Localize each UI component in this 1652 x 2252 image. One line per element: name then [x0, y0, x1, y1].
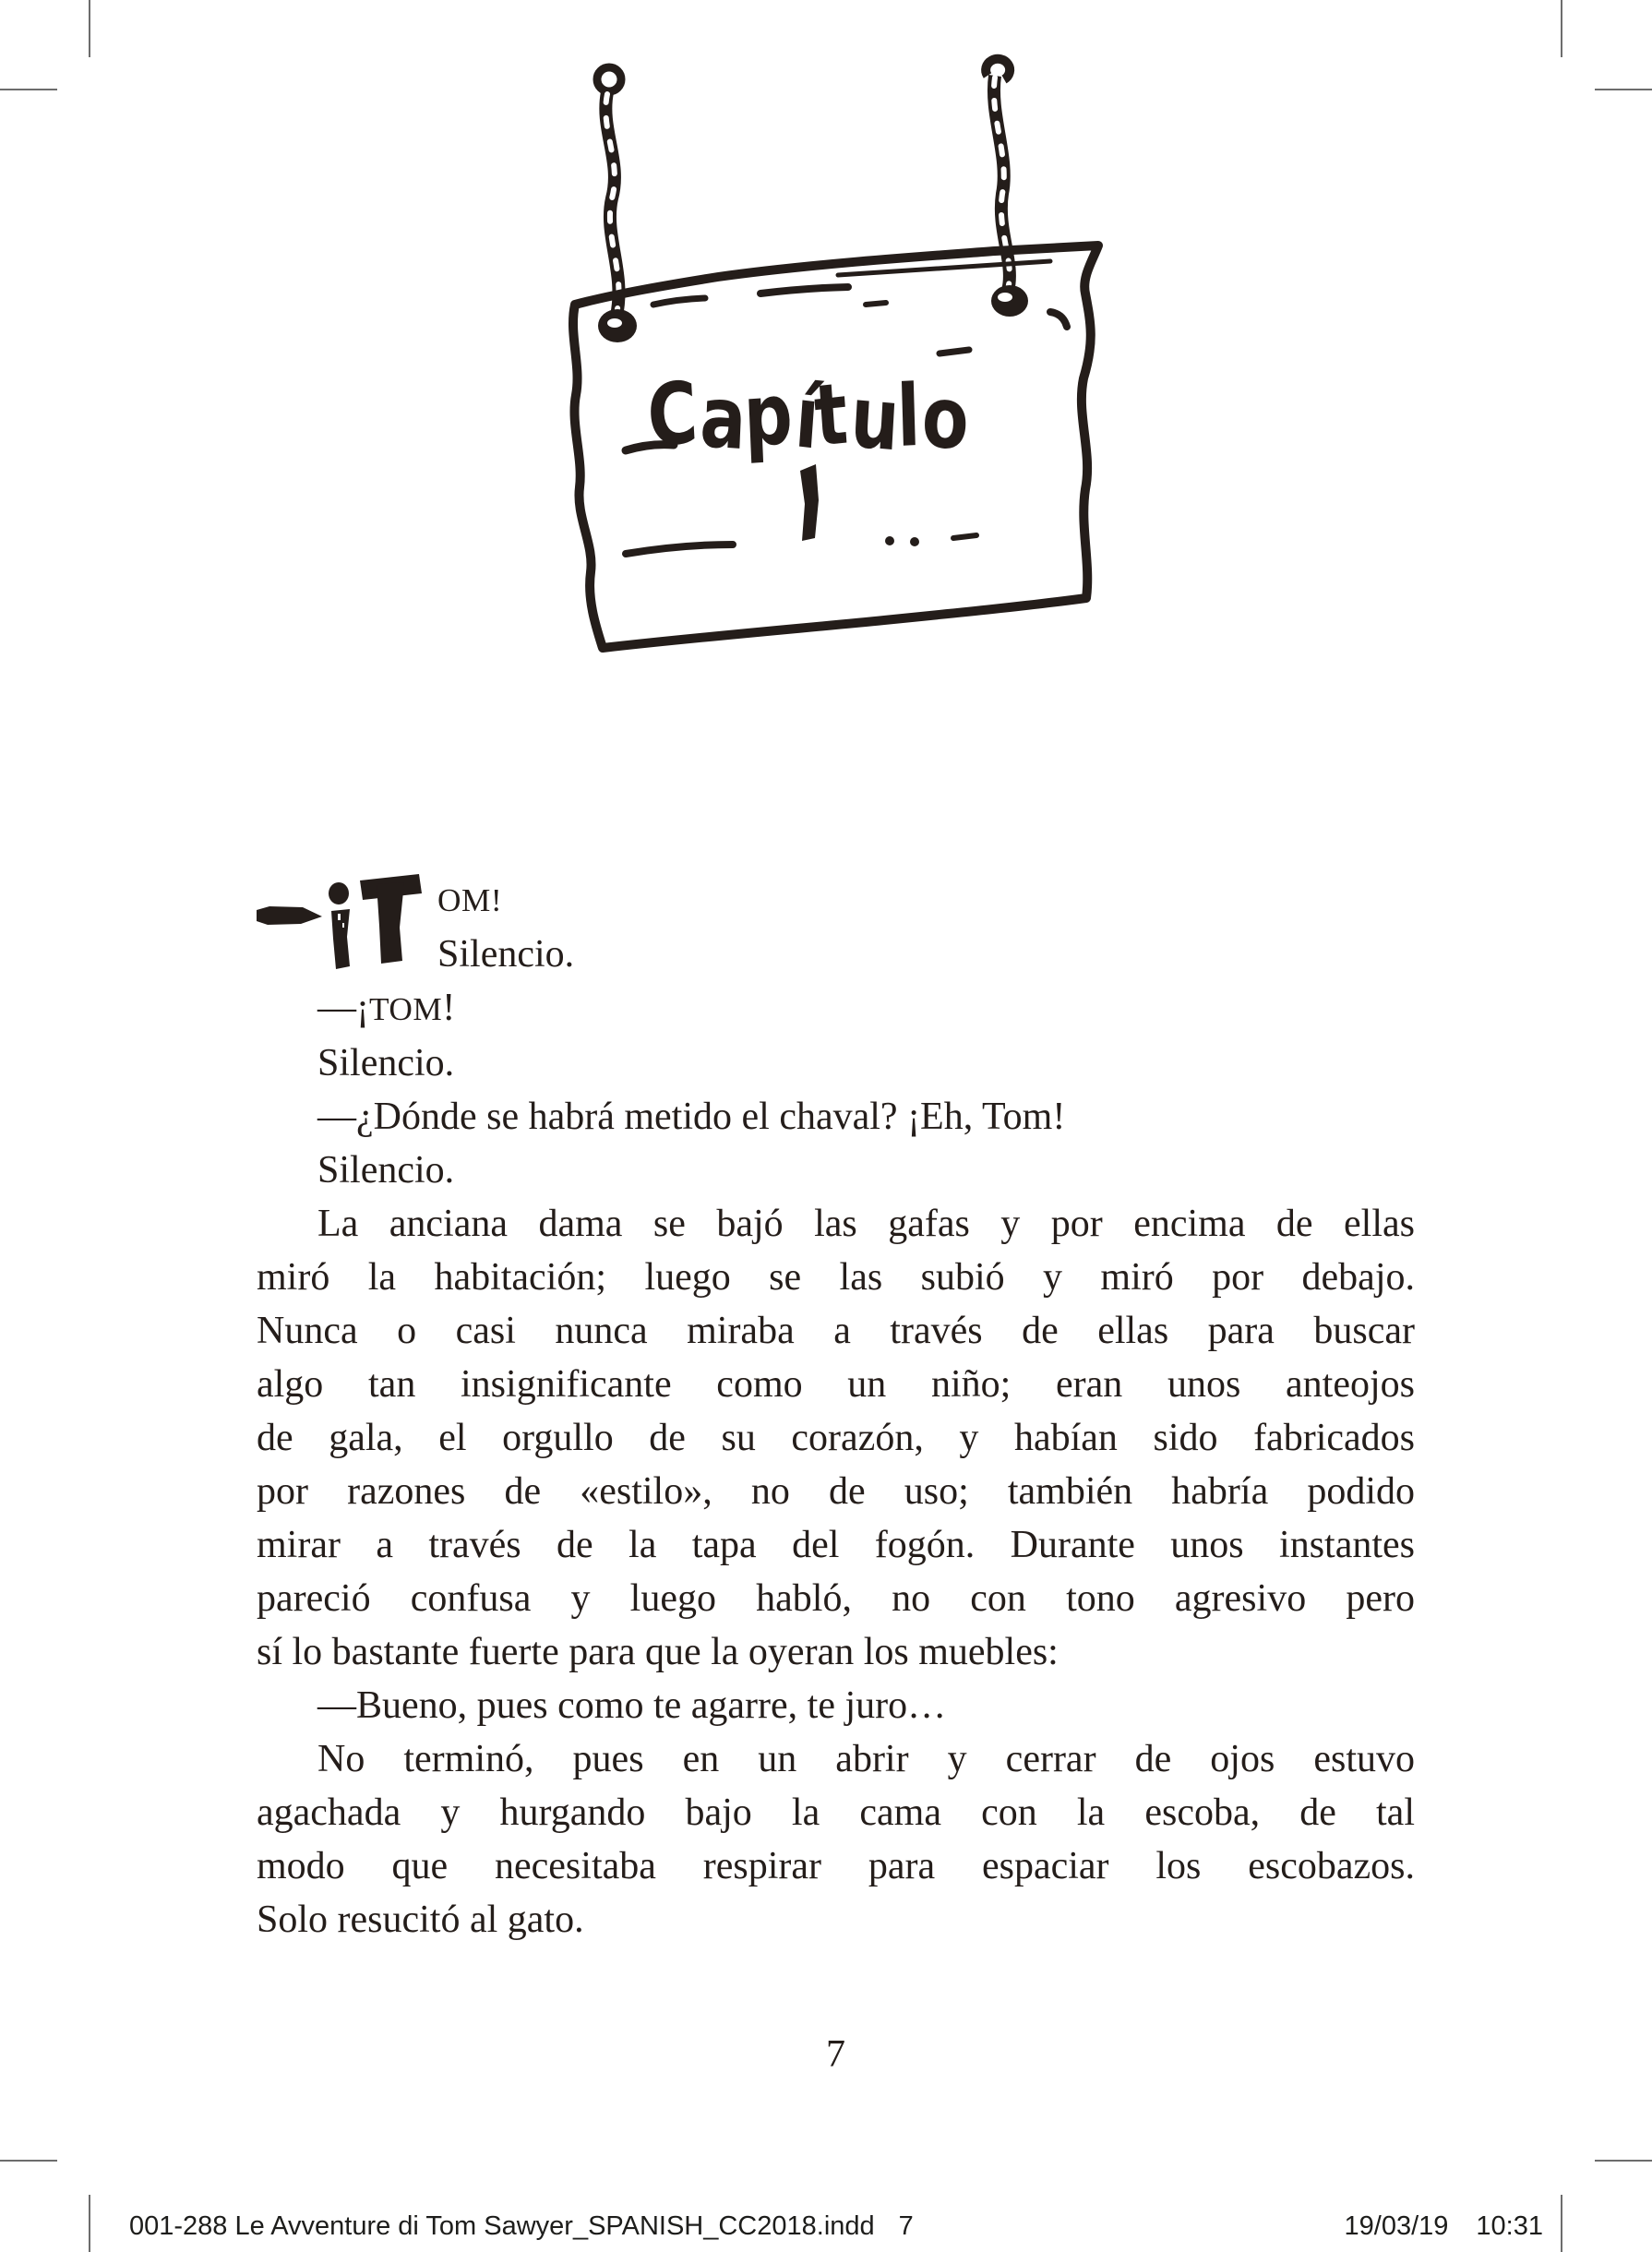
dropcap-dash-icon	[257, 906, 322, 925]
body-line: —Bueno, pues como te agarre, te juro…	[317, 1684, 947, 1727]
body-line: Silencio.	[317, 1149, 455, 1192]
body-line: algo tan insignificante como un niño; eran unos anteojos	[257, 1363, 1415, 1406]
body-line: Silencio.	[437, 933, 575, 976]
body-line: pareció confusa y luego habló, no con tono agresivo pero	[257, 1577, 1415, 1620]
body-line: —¡TOM!	[317, 987, 456, 1029]
body-line: miró la habitación; luego se las subió y miró por debajo.	[257, 1256, 1415, 1299]
crop-mark-top-left-vertical	[89, 0, 90, 57]
body-line: Solo resucitó al gato.	[257, 1899, 584, 1941]
body-line: Silencio.	[317, 1042, 455, 1084]
dropcap-illustration	[255, 872, 430, 974]
body-line: La anciana dama se bajó las gafas y por encima de ellas	[317, 1203, 1415, 1245]
chapter-body	[257, 872, 1415, 1947]
body-line: de gala, el orgullo de su corazón, y habían sido fabricados	[257, 1417, 1415, 1459]
slug-footer	[0, 2211, 1652, 2248]
body-line: Nunca o casi nunca miraba a través de ellas para buscar	[257, 1310, 1415, 1352]
crop-mark-bottom-right-horizontal	[1595, 2160, 1652, 2162]
body-line: modo que necesitaba respirar para espaciar los escobazos.	[257, 1845, 1415, 1887]
chapter-sign-illustration	[533, 46, 1110, 655]
crop-mark-bottom-left-horizontal	[0, 2160, 57, 2162]
sign-title: Capítulo	[643, 363, 984, 471]
crop-mark-top-right-vertical	[1561, 0, 1562, 57]
body-line: por razones de «estilo», no de uso; también habría podido	[257, 1470, 1415, 1513]
dropcap-exclaim-icon	[329, 882, 350, 969]
body-line: agachada y hurgando bajo la cama con la escoba, de tal	[257, 1791, 1415, 1834]
body-line: No terminó, pues en un abrir y cerrar de ojos estuvo	[317, 1738, 1415, 1780]
body-line: sí lo bastante fuerte para que la oyeran los muebles:	[257, 1631, 1059, 1673]
slug-time: 10:31	[1476, 2211, 1543, 2241]
body-line: OM!	[437, 882, 503, 918]
dropcap-letter-icon	[360, 874, 422, 964]
crop-mark-top-left-horizontal	[0, 89, 57, 90]
body-line: mirar a través de la tapa del fogón. Durante unos instantes	[257, 1524, 1415, 1566]
sign-number-icon	[800, 464, 819, 541]
slug-filename: 001-288 Le Avventure di Tom Sawyer_SPANISH_CC2018.indd	[129, 2211, 875, 2241]
slug-page: 7	[898, 2211, 914, 2241]
page-number: 7	[826, 2033, 845, 2076]
slug-date: 19/03/19	[1344, 2211, 1449, 2241]
rope-right-icon	[986, 59, 1028, 317]
crop-mark-top-right-horizontal	[1595, 89, 1652, 90]
body-line: —¿Dónde se habrá metido el chaval? ¡Eh, Tom!	[317, 1096, 1066, 1138]
